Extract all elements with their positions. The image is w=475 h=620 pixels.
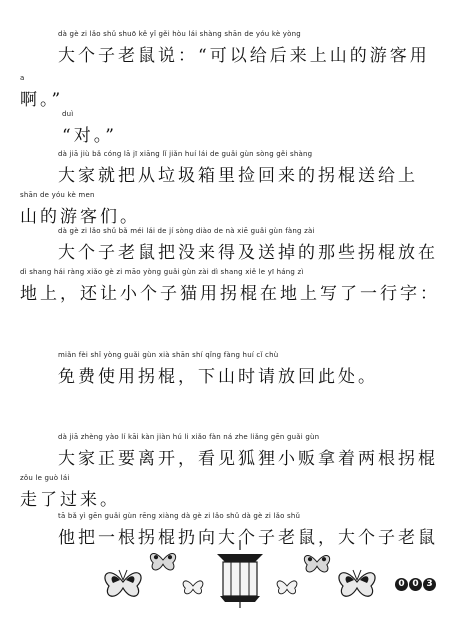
pinyin: miǎn fèi shǐ yòng guǎi gùn xià shān shí qǐng fàng huí cǐ chù <box>58 351 279 359</box>
pinyin: shān de yóu kè men <box>20 191 95 199</box>
hanzi: 大家就把从垃圾箱里捡回来的拐棍送给上 <box>58 166 418 186</box>
hanzi: 大个子老鼠把没来得及送掉的那些拐棍放在 <box>58 243 438 263</box>
butterfly-icon <box>150 554 175 570</box>
butterfly-icon <box>277 581 297 594</box>
pinyin: zǒu le guò lái <box>20 474 70 482</box>
hanzi: 免费使用拐棍，下山时请放回此处。 <box>58 367 378 387</box>
pinyin: tā bǎ yì gēn guǎi gùn rēng xiàng dà gè zi lǎo shǔ dà gè zi lǎo shǔ <box>58 512 301 520</box>
pinyin: a <box>20 74 25 82</box>
hanzi: 走了过来。 <box>20 490 120 510</box>
butterfly-icon <box>105 570 141 596</box>
page-number <box>395 578 436 591</box>
butterfly-icon <box>183 581 203 594</box>
pinyin: dì shang hái ràng xiǎo gè zi māo yòng guǎi gùn zài dì shang xiě le yī háng zì <box>20 268 304 276</box>
hanzi: 山的游客们。 <box>20 207 140 227</box>
page-number-digit: 0 <box>409 578 422 591</box>
hanzi: 大个子老鼠说：“可以给后来上山的游客用 <box>58 46 430 66</box>
page-number-digit: 3 <box>423 578 436 591</box>
hanzi: “对。” <box>62 126 117 146</box>
pinyin: dà jiā zhèng yào lí kāi kàn jiàn hú li xiǎo fàn ná zhe liǎng gēn guǎi gùn <box>58 433 320 441</box>
pinyin: dà gè zi lǎo shǔ bǎ méi lái de jí sòng diào de nà xiē guǎi gùn fàng zài <box>58 227 315 235</box>
pinyin: dà jiā jiù bǎ cóng lā jī xiāng lǐ jiǎn huí lái de guǎi gùn sòng gěi shàng <box>58 150 313 158</box>
hanzi: 地上，还让小个子猫用拐棍在地上写了一行字： <box>20 284 440 304</box>
butterfly-icon <box>339 570 375 596</box>
hanzi: 大家正要离开，看见狐狸小贩拿着两根拐棍 <box>58 449 438 469</box>
hanging-lantern-icon <box>217 540 263 608</box>
hanzi: 他把一根拐棍扔向大个子老鼠，大个子老鼠 <box>58 528 438 548</box>
butterfly-icon <box>304 556 329 572</box>
hanzi: 啊。” <box>20 90 64 110</box>
footer-decoration <box>95 540 385 610</box>
pinyin: duì <box>62 110 74 118</box>
page-number-digit: 0 <box>395 578 408 591</box>
pinyin: dà gè zi lǎo shǔ shuō kě yǐ gěi hòu lái shàng shān de yóu kè yòng <box>58 30 301 38</box>
